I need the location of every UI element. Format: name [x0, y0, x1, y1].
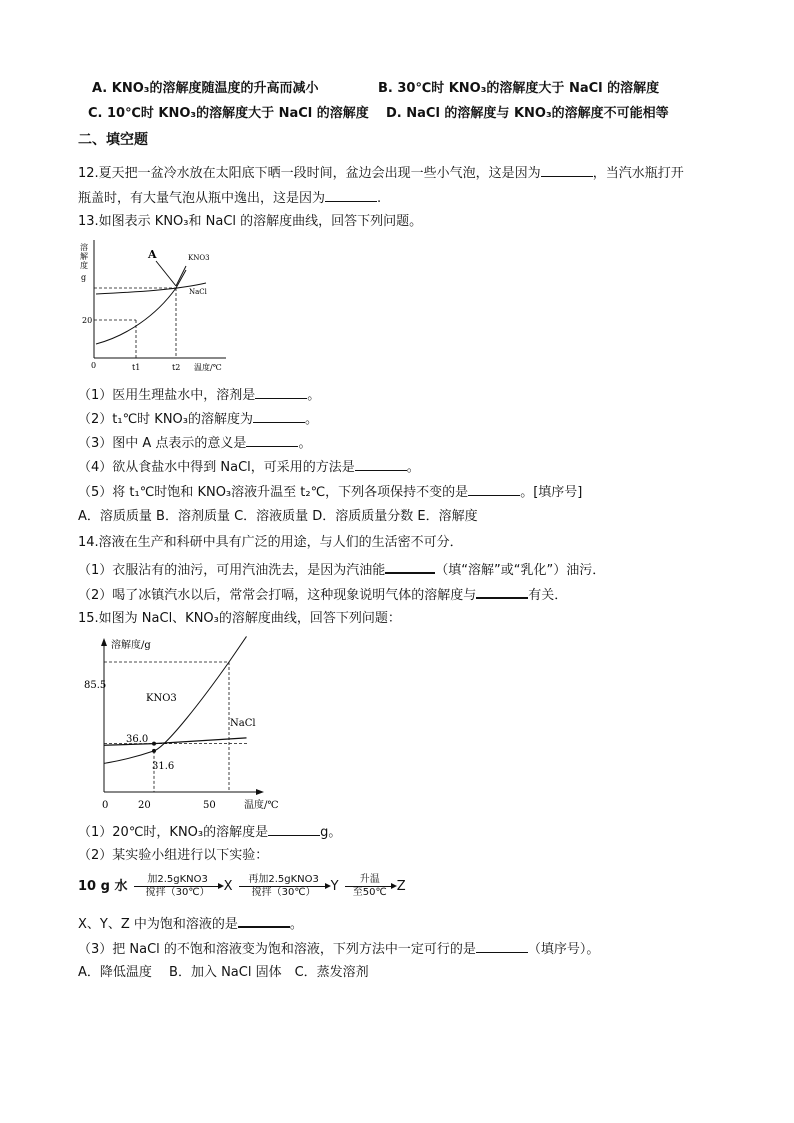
- q13-nacl-label: NaCl: [189, 288, 207, 296]
- q13-p1: [78, 385, 320, 405]
- q13-kno3-label: KNO3: [188, 254, 210, 262]
- q14-p2a: （2）喝了冰镇汽水以后，常常会打嗝，这种现象说明气体的溶解度与: [78, 588, 477, 603]
- q13-blank4[interactable]: [355, 457, 407, 471]
- q14-stem: 14.溶液在生产和科研中具有广泛的用途，与人们的生活密不可分．: [78, 535, 463, 550]
- q13-ytick-20: 20: [82, 316, 93, 325]
- exp-step2-top: 再加2.5gKNO3: [248, 874, 319, 885]
- q15-val-855: 85.5: [84, 680, 107, 691]
- q13-p5a: （5）将 t₁℃时饱和 KNO₃溶液升温至 t₂℃，下列各项保持不变的是: [78, 485, 469, 500]
- q15-choices: A．降低温度 B．加入 NaCl 固体 C．蒸发溶剂: [78, 965, 369, 980]
- exp-step3-bottom: 至50℃: [352, 887, 387, 898]
- point-kno3-20: [152, 749, 156, 753]
- q13-p4a: （4）欲从食盐水中得到 NaCl，可采用的方法是: [78, 460, 355, 475]
- exp-y: Y: [330, 879, 339, 894]
- q13-t1: t1: [132, 363, 141, 372]
- option-b: B. 30℃时 KNO₃的溶解度大于 NaCl 的溶解度: [378, 81, 660, 96]
- q15-xlabel: 温度/℃: [244, 800, 279, 811]
- exp-start: 10 g 水: [78, 879, 128, 894]
- q15-p1a: （1）20℃时，KNO₃的溶解度是: [78, 825, 269, 840]
- q12-line1a: 12.夏天把一盆冷水放在太阳底下晒一段时间，盆边会出现一些小气泡，这是因为: [78, 166, 541, 181]
- point-nacl-20: [152, 742, 156, 746]
- q13-ylabel-3: 度: [80, 261, 88, 270]
- q12-line2: [78, 188, 381, 208]
- q15-p2q-end: 。: [289, 917, 303, 932]
- q14-blank1[interactable]: [385, 559, 435, 574]
- q12-line2b: .: [377, 191, 382, 206]
- q15-x0: 0: [102, 800, 109, 811]
- q13-p5b: 。[填序号]: [520, 485, 583, 500]
- q15-ylabel: 溶解度/g: [111, 640, 151, 651]
- q15-blank3[interactable]: [476, 939, 528, 953]
- option-c: C. 10℃时 KNO₃的溶解度大于 NaCl 的溶解度: [88, 106, 369, 121]
- q13-p4b: 。: [406, 460, 420, 475]
- q12-blank2[interactable]: [325, 188, 377, 202]
- q14-p2: [78, 584, 567, 605]
- exp-step3-arrow: [345, 874, 395, 899]
- q13-blank1[interactable]: [255, 385, 307, 399]
- q15-experiment-flow: [78, 872, 406, 902]
- q13-p2b: 。: [305, 412, 319, 427]
- q13-blank3[interactable]: [246, 433, 298, 447]
- q13-p3: [78, 433, 311, 453]
- q14-p1: [78, 559, 605, 580]
- q15-p2-question: [78, 913, 303, 934]
- q15-blank2[interactable]: [238, 913, 290, 928]
- q13-point-a: A: [148, 248, 157, 261]
- q13-t2: t2: [172, 363, 181, 372]
- q13-blank5[interactable]: [468, 482, 520, 496]
- q13-ylabel-4: g: [81, 273, 87, 282]
- q12-blank1[interactable]: [541, 163, 593, 177]
- q15-p3a: （3）把 NaCl 的不饱和溶液变为饱和溶液，下列方法中一定可行的是: [78, 942, 476, 957]
- q15-kno3-label: KNO3: [146, 693, 177, 704]
- q12-line2a: 瓶盖时，有大量气泡从瓶中逸出，这是因为: [78, 191, 326, 206]
- q15-p3b: （填序号）。: [527, 942, 600, 957]
- q15-x20: 20: [138, 800, 151, 811]
- q13-p2: [78, 409, 318, 429]
- q14-p1a: （1）衣服沾有的油污，可用汽油洗去，是因为汽油能: [78, 563, 386, 578]
- q14-p2b: 有关．: [528, 588, 568, 603]
- q13-p1a: （1）医用生理盐水中，溶剂是: [78, 388, 256, 403]
- q15-nacl-label: NaCl: [230, 718, 256, 729]
- section-title: 二、填空题: [78, 132, 148, 148]
- option-d: D. NaCl 的溶解度与 KNO₃的溶解度不可能相等: [386, 106, 669, 121]
- q13-p1b: 。: [307, 388, 321, 403]
- exp-step1-bottom: 搅拌（30℃）: [145, 887, 210, 898]
- exp-step1-arrow: [134, 874, 222, 899]
- q12-line1b: ，当汽水瓶打开: [592, 166, 684, 181]
- exp-step3-top: 升温: [359, 874, 380, 885]
- q15-p2: （2）某实验小组进行以下实验：: [78, 848, 269, 863]
- q13-origin: 0: [91, 361, 97, 370]
- q13-p5: [78, 482, 582, 502]
- q13-kno3-pointer: [176, 266, 186, 286]
- q15-p3: [78, 939, 599, 959]
- q12-line1: [78, 163, 684, 183]
- q14-blank2[interactable]: [476, 584, 528, 599]
- exp-step2-arrow: [239, 874, 329, 899]
- q13-p3a: （3）图中 A 点表示的意义是: [78, 436, 247, 451]
- q15-val-316: 31.6: [152, 761, 175, 772]
- q15-y-arrow: [101, 638, 107, 646]
- q15-p2q: X、Y、Z 中为饱和溶液的是: [78, 917, 238, 932]
- q15-p1: [78, 822, 341, 842]
- q13-p4: [78, 457, 420, 477]
- q13-ylabel-1: 溶: [80, 243, 88, 252]
- q15-p1b: g。: [320, 825, 342, 840]
- q13-choices: A．溶质质量 B．溶剂质量 C．溶液质量 D．溶质质量分数 E．溶解度: [78, 509, 478, 524]
- exp-z: Z: [396, 879, 406, 894]
- option-a: A. KNO₃的溶解度随温度的升高而减小: [92, 81, 319, 96]
- q13-xlabel: 温度/℃: [194, 363, 222, 372]
- q13-stem: 13.如图表示 KNO₃和 NaCl 的溶解度曲线，回答下列问题。: [78, 214, 423, 229]
- exp-x: X: [223, 879, 233, 894]
- q15-x-arrow: [256, 789, 264, 795]
- q15-x50: 50: [203, 800, 216, 811]
- q13-solubility-figure: [76, 236, 246, 374]
- q13-p2a: （2）t₁℃时 KNO₃的溶解度为: [78, 412, 254, 427]
- q15-blank1[interactable]: [268, 822, 320, 836]
- q13-a-pointer: [156, 261, 176, 286]
- q13-p3b: 。: [298, 436, 312, 451]
- q13-ylabel-2: 解: [80, 252, 88, 261]
- q15-stem: 15.如图为 NaCl、KNO₃的溶解度曲线，回答下列问题：: [78, 611, 401, 626]
- q15-solubility-chart: [84, 634, 294, 818]
- q15-val-360: 36.0: [126, 734, 149, 745]
- exp-step1-top: 加2.5gKNO3: [147, 874, 208, 885]
- q14-p1b: （填“溶解”或“乳化”）油污．: [435, 563, 606, 578]
- q13-blank2[interactable]: [253, 409, 305, 423]
- exp-step2-bottom: 搅拌（30℃）: [251, 887, 316, 898]
